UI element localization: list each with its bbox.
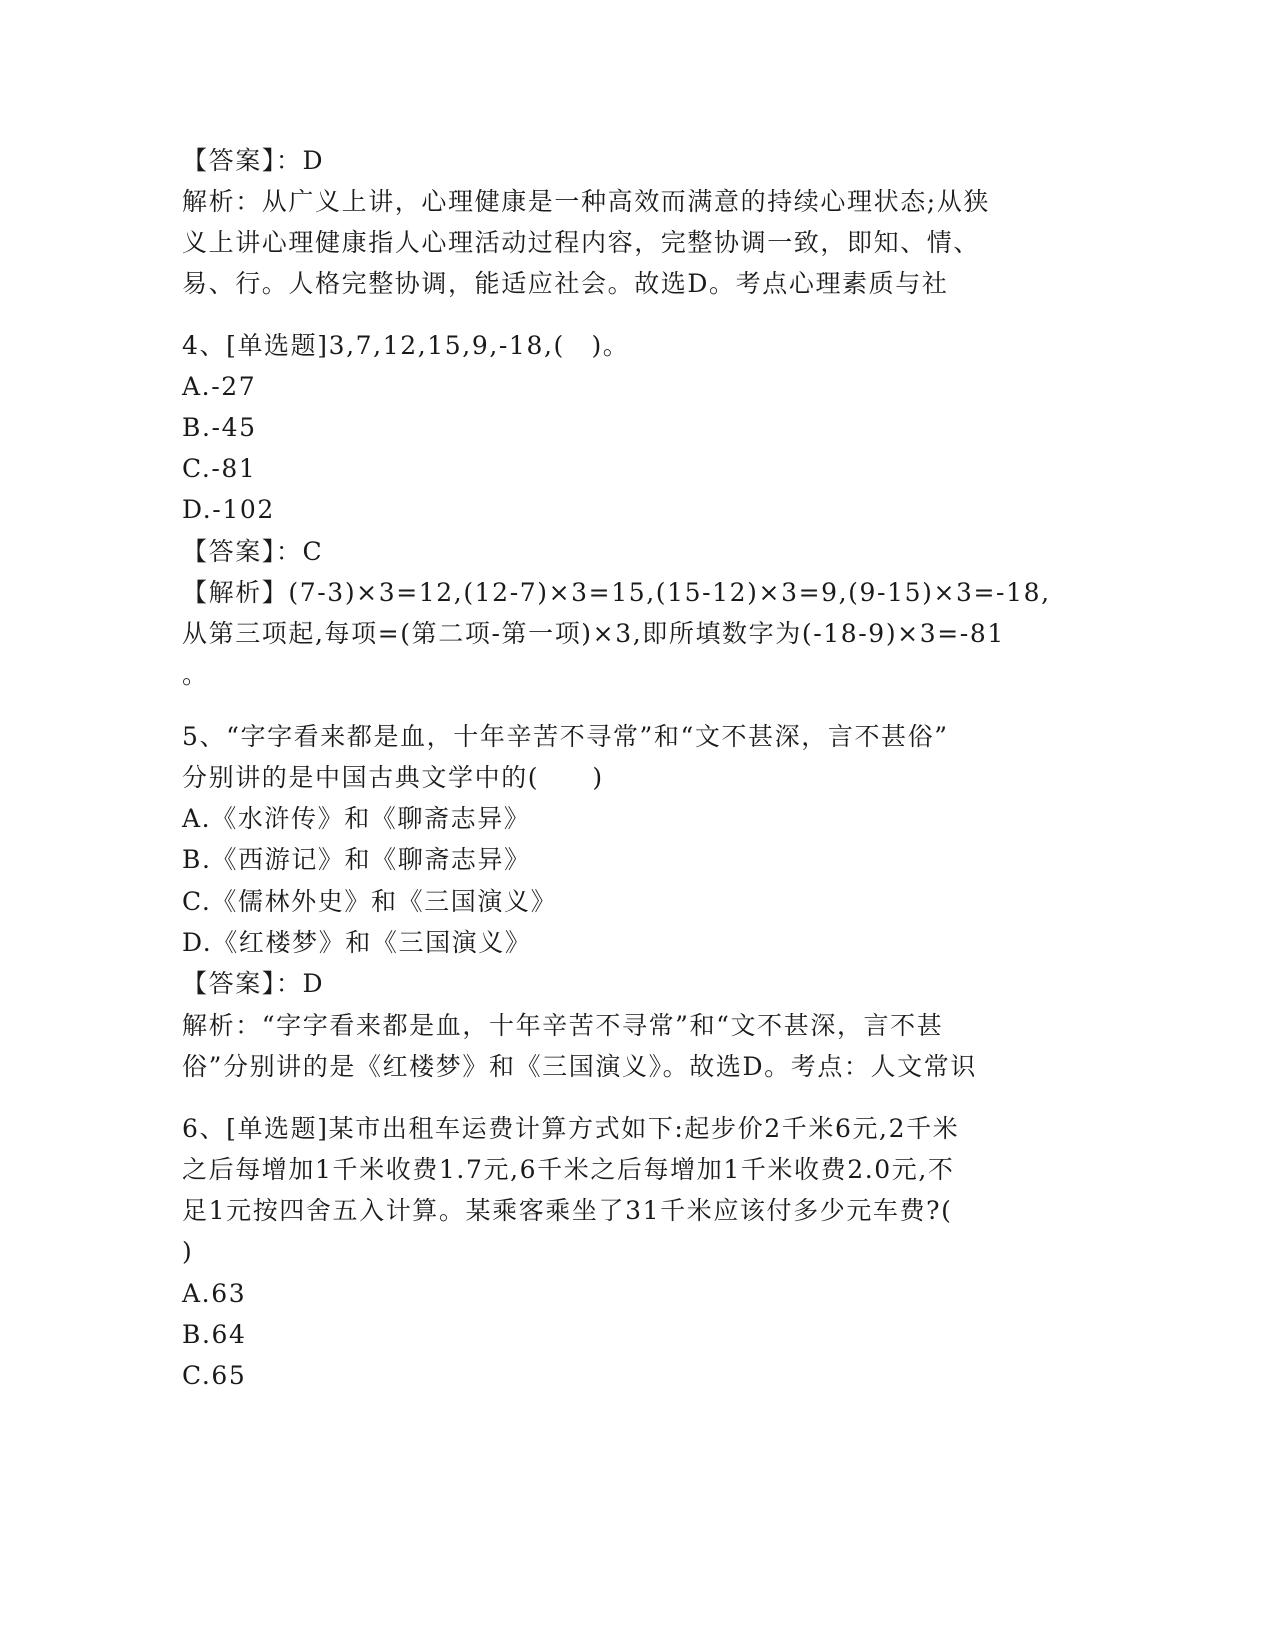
question-5-stem-2: 分别讲的是中国古典文学中的( ) — [182, 763, 604, 792]
question-6-stem-2: 之后每增加1千米收费1.7元,6千米之后每增加1千米收费2.0元,不 — [182, 1155, 955, 1184]
explanation-line-q5-2: 俗”分别讲的是《红楼梦》和《三国演义》。故选D。考点：人文常识 — [182, 1052, 977, 1081]
answer-label-q5: 【答案】：D — [182, 969, 325, 998]
question-5-option-b: B.《西游记》和《聊斋志异》 — [182, 845, 531, 874]
explanation-line-q3-1: 解析：从广义上讲，心理健康是一种高效而满意的持续心理状态;从狭 — [182, 187, 991, 216]
question-6-option-c: C.65 — [182, 1361, 247, 1390]
explanation-line-q3-3: 易、行。人格完整协调，能适应社会。故选D。考点心理素质与社 — [182, 269, 949, 298]
explanation-line-q5-1: 解析：“字字看来都是血，十年辛苦不寻常”和“文不甚深，言不甚 — [182, 1011, 944, 1040]
question-4-option-b: B.-45 — [182, 413, 257, 442]
question-6-stem-3: 足1元按四舍五入计算。某乘客乘坐了31千米应该付多少元车费?( — [182, 1196, 953, 1225]
question-5-stem-1: 5、“字字看来都是血，十年辛苦不寻常”和“文不甚深，言不甚俗” — [182, 722, 949, 751]
explanation-line-q4-1: 【解析】(7-3)×3=12,(12-7)×3=15,(15-12)×3=9,(9-15)×3=-18, — [182, 578, 1051, 607]
question-6-stem-1: 6、[单选题]某市出租车运费计算方式如下:起步价2千米6元,2千米 — [182, 1114, 960, 1143]
answer-label-q4: 【答案】：C — [182, 537, 324, 566]
explanation-line-q4-2: 从第三项起,每项=(第二项-第一项)×3,即所填数字为(-18-9)×3=-81 — [182, 619, 1005, 648]
explanation-line-q4-3: 。 — [182, 660, 209, 689]
question-6-option-a: A.63 — [182, 1279, 247, 1308]
answer-label-q3: 【答案】：D — [182, 146, 325, 175]
question-5-option-c: C.《儒林外史》和《三国演义》 — [182, 887, 558, 916]
question-5-option-d: D.《红楼梦》和《三国演义》 — [182, 928, 532, 957]
question-4-option-a: A.-27 — [182, 372, 257, 401]
question-6-option-b: B.64 — [182, 1320, 247, 1349]
question-5-option-a: A.《水浒传》和《聊斋志异》 — [182, 804, 531, 833]
question-4-option-d: D.-102 — [182, 495, 275, 524]
question-4-option-c: C.-81 — [182, 454, 257, 483]
question-6-stem-4: ) — [182, 1237, 194, 1266]
question-4-stem: 4、[单选题]3,7,12,15,9,-18,( )。 — [182, 331, 630, 360]
explanation-line-q3-2: 义上讲心理健康指人心理活动过程内容，完整协调一致，即知、情、 — [182, 228, 981, 257]
